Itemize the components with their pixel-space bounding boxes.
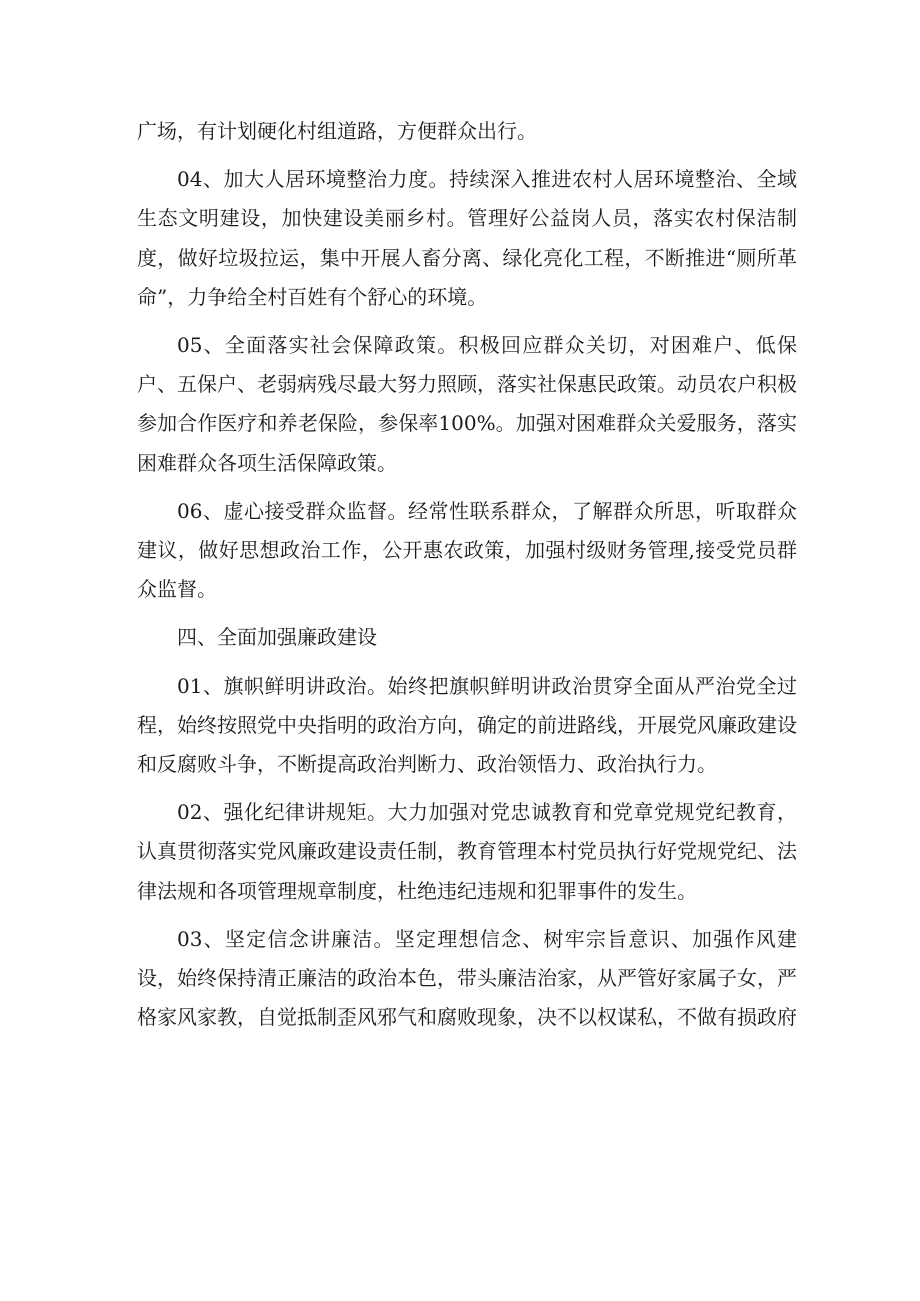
paragraph-continuation: 广场，有计划硬化村组道路，方便群众出行。 (137, 119, 537, 143)
paragraph-item-04: 04、加大人居环境整治力度。持续深入推进农村人居环境整治、全域生态文明建设，加快建设美丽乡村。管理好公益岗人员，落实农村保洁制度，做好垃圾拉运，集中开展人畜分离、绿化亮化工程，不断推进“厕所革命”，力争给全村百姓有个舒心的环境。 (137, 167, 797, 309)
paragraph-item-06: 06、虚心接受群众监督。经常性联系群众，了解群众所思，听取群众建议，做好思想政治工作，公开惠农政策，加强村级财务管理,接受党员群众监督。 (137, 498, 797, 602)
section-heading: 四、全面加强廉政建设 (177, 625, 377, 650)
paragraph-item-02: 02、强化纪律讲规矩。大力加强对党忠诚教育和党章党规党纪教育，认真贯彻落实党风廉政建设责任制，教育管理本村党员执行好党规党纪、法律法规和各项管理规章制度，杜绝违纪违规和犯罪事件的发生。 (137, 800, 797, 903)
document-body (137, 112, 797, 1046)
paragraph-item-05: 05、全面落实社会保障政策。积极回应群众关切，对困难户、低保户、五保户、老弱病残尽最大努力照顾，落实社保惠民政策。动员农户积极参加合作医疗和养老保险，参保率100%。加强对困难群众关爱服务，落实困难群众各项生活保障政策。 (137, 333, 797, 475)
paragraph-item-03: 03、坚定信念讲廉洁。坚定理想信念、树牢宗旨意识、加强作风建设，始终保持清正廉洁的政治本色，带头廉洁治家，从严管好家属子女，严格家风家教，自觉抵制歪风邪气和腐败现象，决不以权谋私，不做有损政府 (137, 926, 797, 1030)
paragraph-item-01: 01、旗帜鲜明讲政治。始终把旗帜鲜明讲政治贯穿全面从严治党全过程，始终按照党中央指明的政治方向，确定的前进路线，开展党风廉政建设和反腐败斗争，不断提高政治判断力、政治领悟力、政治执行力。 (137, 673, 797, 777)
